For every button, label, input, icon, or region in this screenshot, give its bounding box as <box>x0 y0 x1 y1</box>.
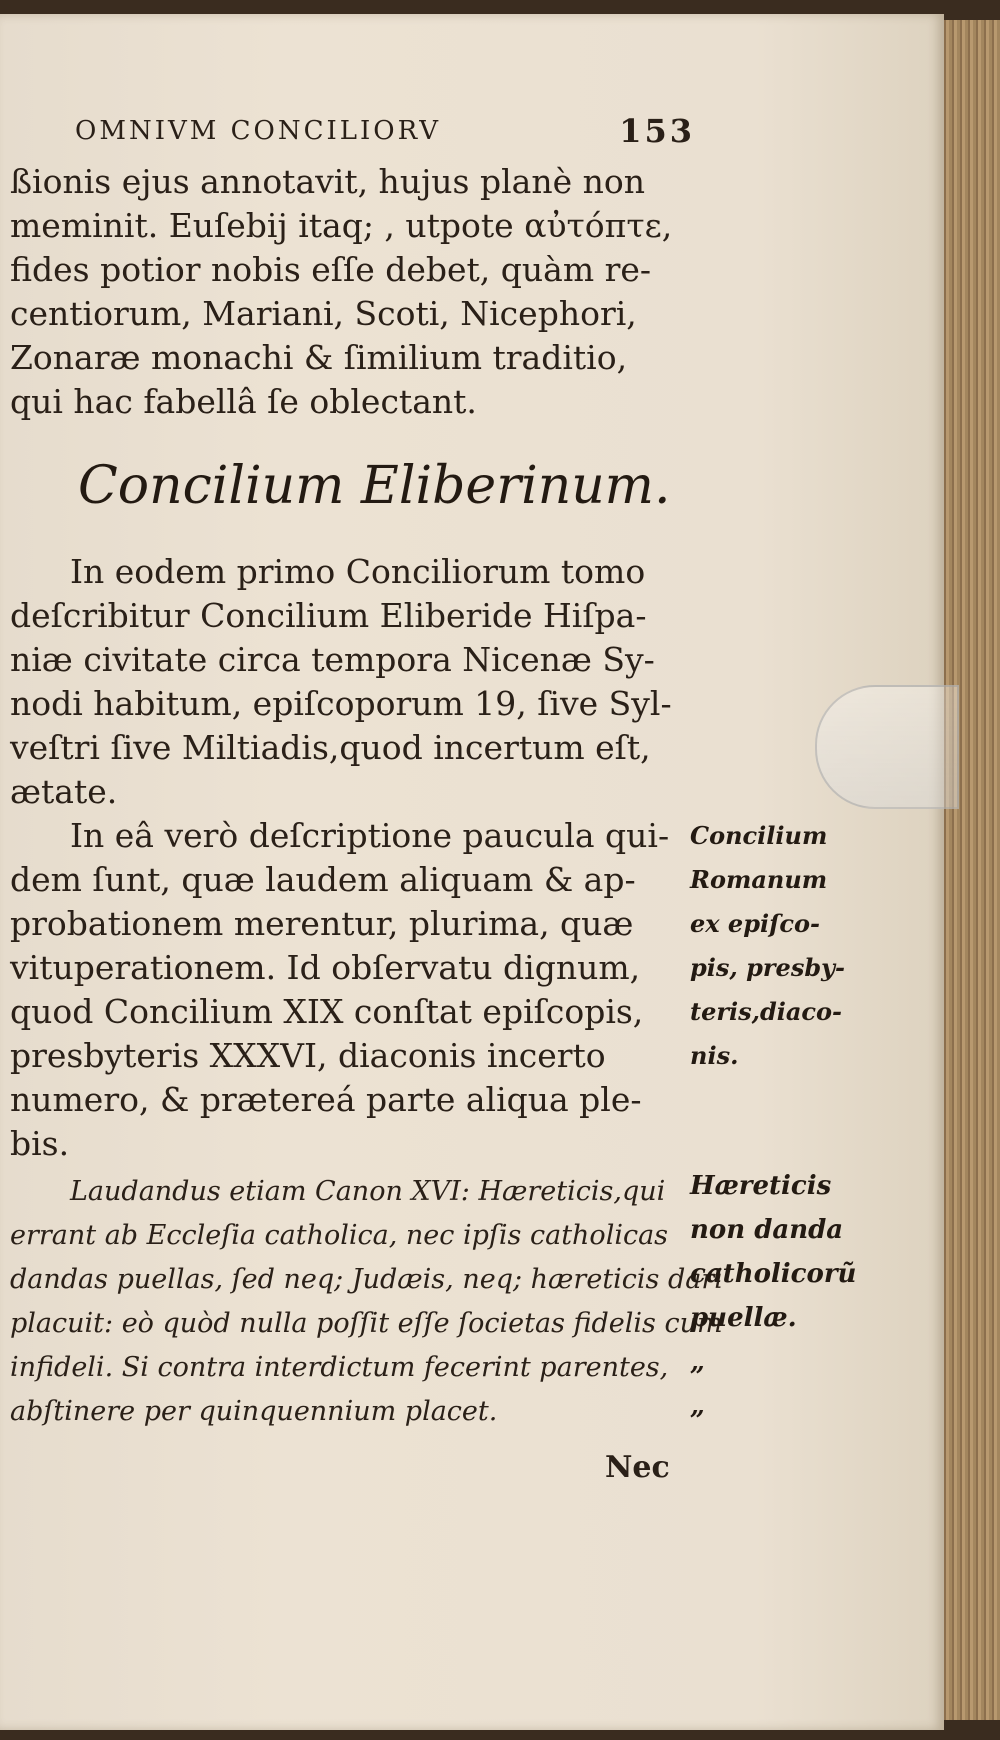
text-line: quod Concilium XIX conſtat epiſcopis, <box>10 992 644 1031</box>
text-line: bis. <box>10 1124 70 1163</box>
margin-note: Romanum <box>690 865 828 894</box>
margin-note: puellæ. <box>690 1303 797 1333</box>
section-heading: Concilium Eliberinum. <box>78 456 671 516</box>
text-line: probationem merentur, plurima, quæ <box>10 904 634 943</box>
text-line: Laudandus etiam Canon XVI: Hæreticis,qui <box>70 1176 666 1207</box>
text-line: In eodem primo Conciliorum tomo <box>70 552 646 591</box>
text-line: fides potior nobis eſſe debet, quàm re- <box>10 250 652 289</box>
text-line: ßionis ejus annotavit, hujus planè non <box>10 162 645 201</box>
page-number: 153 <box>619 112 695 150</box>
margin-note: teris,diaco- <box>690 997 843 1026</box>
text-line: dem ſunt, quæ laudem aliquam & ap- <box>10 860 636 899</box>
text-line: qui hac fabellâ ſe oblectant. <box>10 382 477 421</box>
page-edges <box>944 20 1000 1720</box>
quote-mark: „ <box>690 1391 705 1421</box>
text-line: niæ civitate circa tempora Nicenæ Sy- <box>10 640 655 679</box>
text-line: placuit: eò quòd nulla poſſit eſſe ſocietas fidelis cum <box>10 1308 723 1339</box>
header-title: OMNIVM CONCILIORV <box>75 116 442 146</box>
text-line: nodi habitum, epiſcoporum 19, ſive Syl- <box>10 684 672 723</box>
catchword: Nec <box>605 1450 670 1485</box>
text-line: meminit. Euſebij itaq; , utpote αὐτόπτε, <box>10 206 673 245</box>
text-line: deſcribitur Concilium Eliberide Hiſpa- <box>10 596 647 635</box>
plastic-clip <box>815 685 959 809</box>
text-line: abſtinere per quinquennium placet. <box>10 1396 498 1427</box>
text-line: In eâ verò deſcriptione paucula qui- <box>70 816 670 855</box>
text-line: centiorum, Mariani, Scoti, Nicephori, <box>10 294 637 333</box>
text-line: ætate. <box>10 772 118 811</box>
margin-note: nis. <box>690 1041 739 1070</box>
text-line: numero, & prætereá parte aliqua ple- <box>10 1080 642 1119</box>
margin-note: Hæreticis <box>690 1171 832 1201</box>
margin-note: catholicorũ <box>690 1259 857 1289</box>
text-line: vituperationem. Id obſervatu dignum, <box>10 948 641 987</box>
running-header <box>75 112 695 152</box>
text-line: dandas puellas, ſed neq; Judæis, neq; hæreticis dari <box>10 1264 723 1295</box>
quote-mark: „ <box>690 1347 705 1377</box>
text-line: veſtri ſive Miltiadis,quod incertum eſt, <box>10 728 651 767</box>
text-line: infideli. Si contra interdictum fecerint parentes, <box>10 1352 669 1383</box>
text-line: presbyteris XXXVI, diaconis incerto <box>10 1036 606 1075</box>
margin-note: non danda <box>690 1215 844 1245</box>
margin-note: ex epiſco- <box>690 909 821 938</box>
margin-note: pis, presby- <box>690 953 846 982</box>
text-line: Zonaræ monachi & ſimilium traditio, <box>10 338 628 377</box>
margin-note: Concilium <box>690 821 828 850</box>
text-line: errant ab Eccleſia catholica, nec ipſis catholicas <box>10 1220 669 1251</box>
